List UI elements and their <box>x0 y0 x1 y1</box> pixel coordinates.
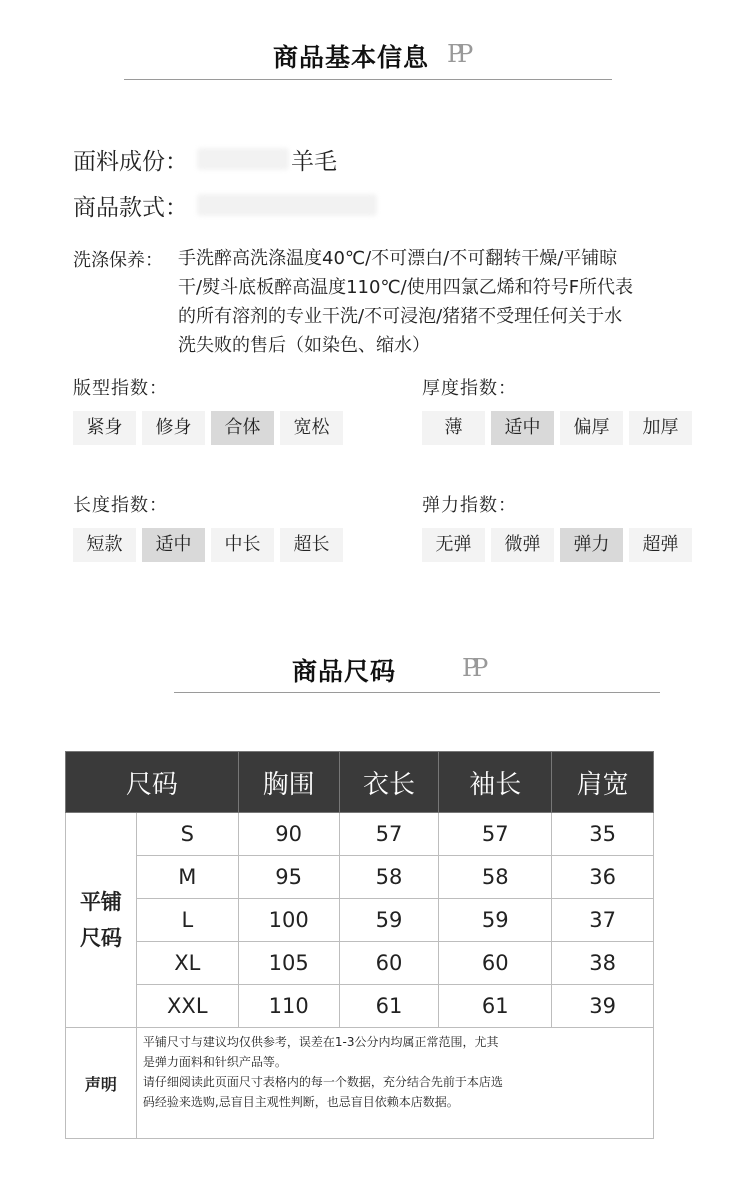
fit-option: 紧身 <box>73 411 136 445</box>
care-line: 手洗醉高洗涤温度40℃/不可漂白/不可翻转干燥/平铺晾 <box>178 248 618 269</box>
size-cell: XXL <box>136 985 238 1028</box>
elasticity-option: 微弹 <box>491 528 554 562</box>
blurred-fabric-text <box>197 148 289 170</box>
thickness-option-selected: 适中 <box>491 411 554 445</box>
shoulder-cell: 36 <box>552 856 654 899</box>
chest-cell: 100 <box>238 899 339 942</box>
brand-logo: PP <box>447 40 468 68</box>
sleeve-cell: 57 <box>439 813 552 856</box>
size-cell: M <box>136 856 238 899</box>
size-cell: L <box>136 899 238 942</box>
chest-cell: 110 <box>238 985 339 1028</box>
title-divider <box>124 79 612 80</box>
size-table <box>65 751 654 1139</box>
care-label: 洗涤保养： <box>73 250 163 271</box>
shoulder-cell: 37 <box>552 899 654 942</box>
fit-option-selected: 合体 <box>211 411 274 445</box>
elasticity-index-label: 弹力指数： <box>422 495 517 516</box>
length-cell: 57 <box>339 813 439 856</box>
length-option: 中长 <box>211 528 274 562</box>
size-cell: XL <box>136 942 238 985</box>
header-size: 尺码 <box>66 752 239 813</box>
sleeve-cell: 58 <box>439 856 552 899</box>
elasticity-option: 超弹 <box>629 528 692 562</box>
care-line: 干/熨斗底板醉高温度110℃/使用四氯乙烯和符号F所代表 <box>178 277 634 298</box>
note-line: 平铺尺寸与建议均仅供参考，误差在1-3公分内均属正常范围，尤其 <box>142 1035 499 1049</box>
group-label-line: 平铺 <box>79 890 122 914</box>
flat-size-group-label <box>66 813 137 1028</box>
shoulder-cell: 35 <box>552 813 654 856</box>
length-option-selected: 适中 <box>142 528 205 562</box>
length-cell: 59 <box>339 899 439 942</box>
note-line: 是弹力面料和针织产品等。 <box>142 1055 287 1069</box>
chest-cell: 95 <box>238 856 339 899</box>
note-label: 声明 <box>66 1028 137 1139</box>
note-text <box>136 1028 653 1139</box>
header-length: 衣长 <box>339 752 439 813</box>
care-line: 洗失败的售后（如染色、缩水） <box>178 335 430 356</box>
note-line: 请仔细阅读此页面尺寸表格内的每一个数据，充分结合先前于本店选 <box>142 1075 503 1089</box>
table-row <box>66 856 654 899</box>
length-index-label: 长度指数： <box>73 495 168 516</box>
sleeve-cell: 59 <box>439 899 552 942</box>
fabric-value: 羊毛 <box>291 149 337 175</box>
table-row <box>66 985 654 1028</box>
thickness-index-label: 厚度指数： <box>422 378 517 399</box>
fabric-label: 面料成份： <box>73 149 188 175</box>
header-sleeve: 袖长 <box>439 752 552 813</box>
note-row <box>66 1028 654 1139</box>
group-label-line: 尺码 <box>79 926 122 950</box>
length-cell: 58 <box>339 856 439 899</box>
elasticity-option: 无弹 <box>422 528 485 562</box>
sleeve-cell: 61 <box>439 985 552 1028</box>
fit-option: 修身 <box>142 411 205 445</box>
chest-cell: 90 <box>238 813 339 856</box>
length-option: 短款 <box>73 528 136 562</box>
table-row <box>66 813 654 856</box>
fit-option: 宽松 <box>280 411 343 445</box>
chest-cell: 105 <box>238 942 339 985</box>
elasticity-option-selected: 弹力 <box>560 528 623 562</box>
header-chest: 胸围 <box>238 752 339 813</box>
note-line: 码经验来选购,忌盲目主观性判断，也忌盲目依赖本店数据。 <box>142 1095 459 1109</box>
care-line: 的所有溶剂的专业干洗/不可浸泡/猪猪不受理任何关于水 <box>178 306 623 327</box>
header-shoulder: 肩宽 <box>552 752 654 813</box>
style-label: 商品款式： <box>73 195 188 221</box>
size-table-header <box>66 752 654 813</box>
sleeve-cell: 60 <box>439 942 552 985</box>
table-row <box>66 899 654 942</box>
brand-logo: PP <box>462 654 483 682</box>
basic-info-title: 商品基本信息 <box>273 43 430 72</box>
size-cell: S <box>136 813 238 856</box>
length-option: 超长 <box>280 528 343 562</box>
shoulder-cell: 39 <box>552 985 654 1028</box>
size-title-divider <box>174 692 660 693</box>
length-cell: 61 <box>339 985 439 1028</box>
length-cell: 60 <box>339 942 439 985</box>
fit-index-label: 版型指数： <box>73 378 168 399</box>
blurred-style-text <box>197 194 377 216</box>
thickness-option: 加厚 <box>629 411 692 445</box>
size-section-title: 商品尺码 <box>292 657 397 686</box>
table-row <box>66 942 654 985</box>
thickness-option: 偏厚 <box>560 411 623 445</box>
thickness-option: 薄 <box>422 411 485 445</box>
shoulder-cell: 38 <box>552 942 654 985</box>
care-instructions <box>178 244 698 360</box>
